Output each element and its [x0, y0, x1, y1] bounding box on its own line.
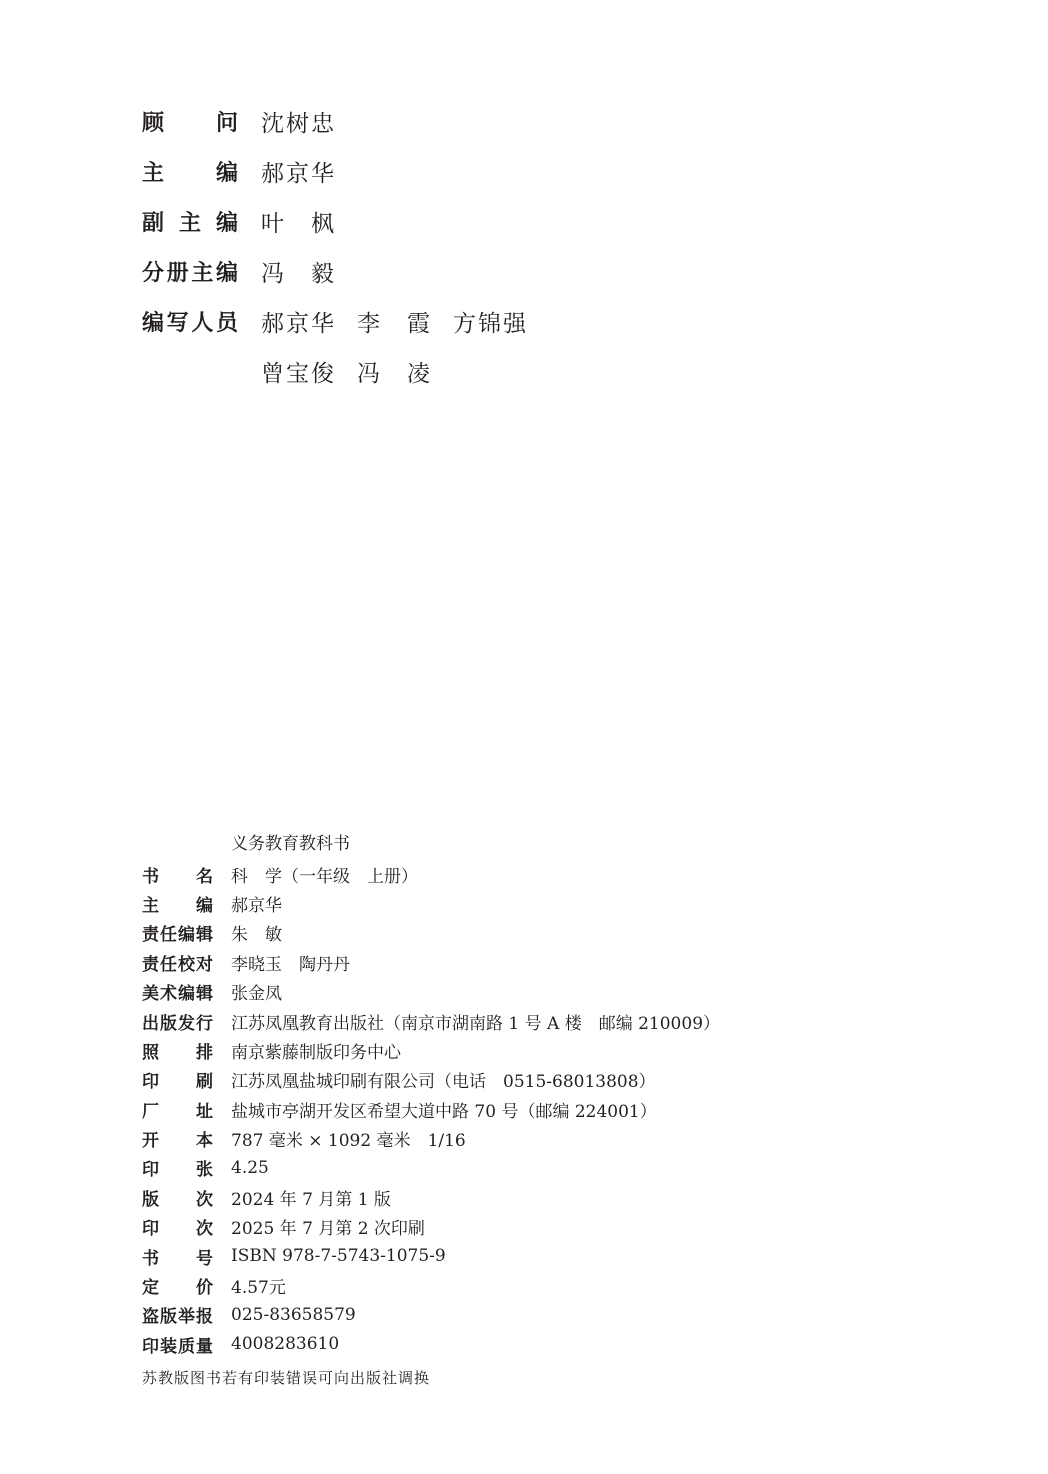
imprint-value: 4.25 — [231, 1157, 269, 1178]
credit-names — [261, 305, 549, 338]
footnote: 苏教版图书若有印装错误可向出版社调换 — [142, 1369, 431, 1387]
imprint-row-publisher — [142, 1006, 902, 1035]
credit-row-advisor — [142, 96, 702, 146]
imprint-label: 版次 — [142, 1189, 213, 1210]
imprint-label: 开本 — [142, 1131, 213, 1152]
imprint-label: 印装质量 — [142, 1336, 213, 1357]
imprint-row-factory-address — [142, 1095, 902, 1124]
credit-names — [261, 155, 357, 188]
credit-name: 郝京华 — [261, 160, 334, 187]
imprint-label: 定价 — [142, 1278, 213, 1299]
imprint-value: 江苏凤凰盐城印刷有限公司（电话 0515-68013808） — [231, 1072, 656, 1093]
imprint-value: 2024 年 7 月第 1 版 — [231, 1189, 391, 1210]
imprint-label: 书名 — [142, 866, 213, 887]
imprint-value: 4.57元 — [231, 1278, 286, 1299]
credits-block — [142, 96, 702, 396]
imprint-row-piracy-report — [142, 1300, 902, 1329]
imprint-label: 书号 — [142, 1248, 213, 1269]
imprint-row-title — [142, 859, 902, 888]
credit-row-writers — [142, 296, 702, 346]
imprint-value: 南京紫藤制版印务中心 — [231, 1042, 401, 1063]
credit-name: 方锦强 — [453, 310, 526, 337]
imprint-label: 美术编辑 — [142, 984, 213, 1005]
imprint-row-format — [142, 1124, 902, 1153]
imprint-row-printed-sheets — [142, 1153, 902, 1182]
credit-label: 主 编 — [142, 160, 238, 186]
imprint-label: 责任编辑 — [142, 925, 213, 946]
imprint-label: 厂址 — [142, 1101, 213, 1122]
credit-name: 叶 枫 — [261, 210, 334, 237]
credit-row-writers-continued — [142, 346, 702, 396]
credit-row-volume-chief-editor — [142, 246, 702, 296]
credit-names — [261, 205, 357, 238]
colophon-block — [142, 830, 902, 1359]
credit-names — [261, 355, 453, 388]
credit-name: 曾宝俊 — [261, 360, 334, 387]
imprint-value: 787 毫米 × 1092 毫米 1/16 — [231, 1131, 466, 1152]
imprint-value: 张金凤 — [231, 984, 282, 1005]
imprint-value: 江苏凤凰教育出版社（南京市湖南路 1 号 A 楼 邮编 210009） — [231, 1013, 721, 1034]
credit-names — [261, 255, 357, 288]
series-title: 义务教育教科书 — [231, 834, 350, 854]
imprint-row-printing — [142, 1212, 902, 1241]
imprint-row-quality-hotline — [142, 1330, 902, 1359]
credit-label: 副主编 — [142, 210, 238, 236]
imprint-value: 郝京华 — [231, 895, 282, 916]
credit-name: 冯 毅 — [261, 260, 334, 287]
imprint-row-proofreader — [142, 948, 902, 977]
imprint-value: 2025 年 7 月第 2 次印刷 — [231, 1219, 425, 1240]
imprint-row-chief-editor — [142, 889, 902, 918]
credit-name: 李 霞 — [357, 310, 430, 337]
credit-row-deputy-chief-editor — [142, 196, 702, 246]
credit-label: 分册主编 — [142, 260, 238, 286]
imprint-label: 印次 — [142, 1219, 213, 1240]
imprint-row-edition — [142, 1183, 902, 1212]
imprint-value: 朱 敏 — [231, 925, 282, 946]
imprint-label: 责任校对 — [142, 954, 213, 975]
imprint-value: 4008283610 — [231, 1334, 340, 1355]
imprint-label: 出版发行 — [142, 1013, 213, 1034]
imprint-label: 盗版举报 — [142, 1307, 213, 1328]
credit-label: 编写人员 — [142, 310, 238, 336]
credit-name: 郝京华 — [261, 310, 334, 337]
credit-names — [261, 105, 357, 138]
imprint-value: ISBN 978-7-5743-1075-9 — [231, 1246, 446, 1267]
imprint-row-art-editor — [142, 977, 902, 1006]
imprint-row-typesetting — [142, 1036, 902, 1065]
imprint-label: 照排 — [142, 1042, 213, 1063]
imprint-value: 李晓玉 陶丹丹 — [231, 954, 350, 975]
imprint-label: 印刷 — [142, 1072, 213, 1093]
credit-row-chief-editor — [142, 146, 702, 196]
credit-name: 沈树忠 — [261, 110, 334, 137]
imprint-row-printer — [142, 1065, 902, 1094]
imprint-row-price — [142, 1271, 902, 1300]
imprint-row-responsible-editor — [142, 918, 902, 947]
imprint-value: 科 学（一年级 上册） — [231, 866, 418, 887]
imprint-row-isbn — [142, 1241, 902, 1270]
imprint-label: 印张 — [142, 1160, 213, 1181]
credit-name: 冯 凌 — [357, 360, 430, 387]
imprint-value: 盐城市亭湖开发区希望大道中路 70 号（邮编 224001） — [231, 1101, 657, 1122]
imprint-label: 主编 — [142, 895, 213, 916]
credit-label: 顾 问 — [142, 110, 238, 136]
imprint-value: 025-83658579 — [231, 1304, 356, 1325]
